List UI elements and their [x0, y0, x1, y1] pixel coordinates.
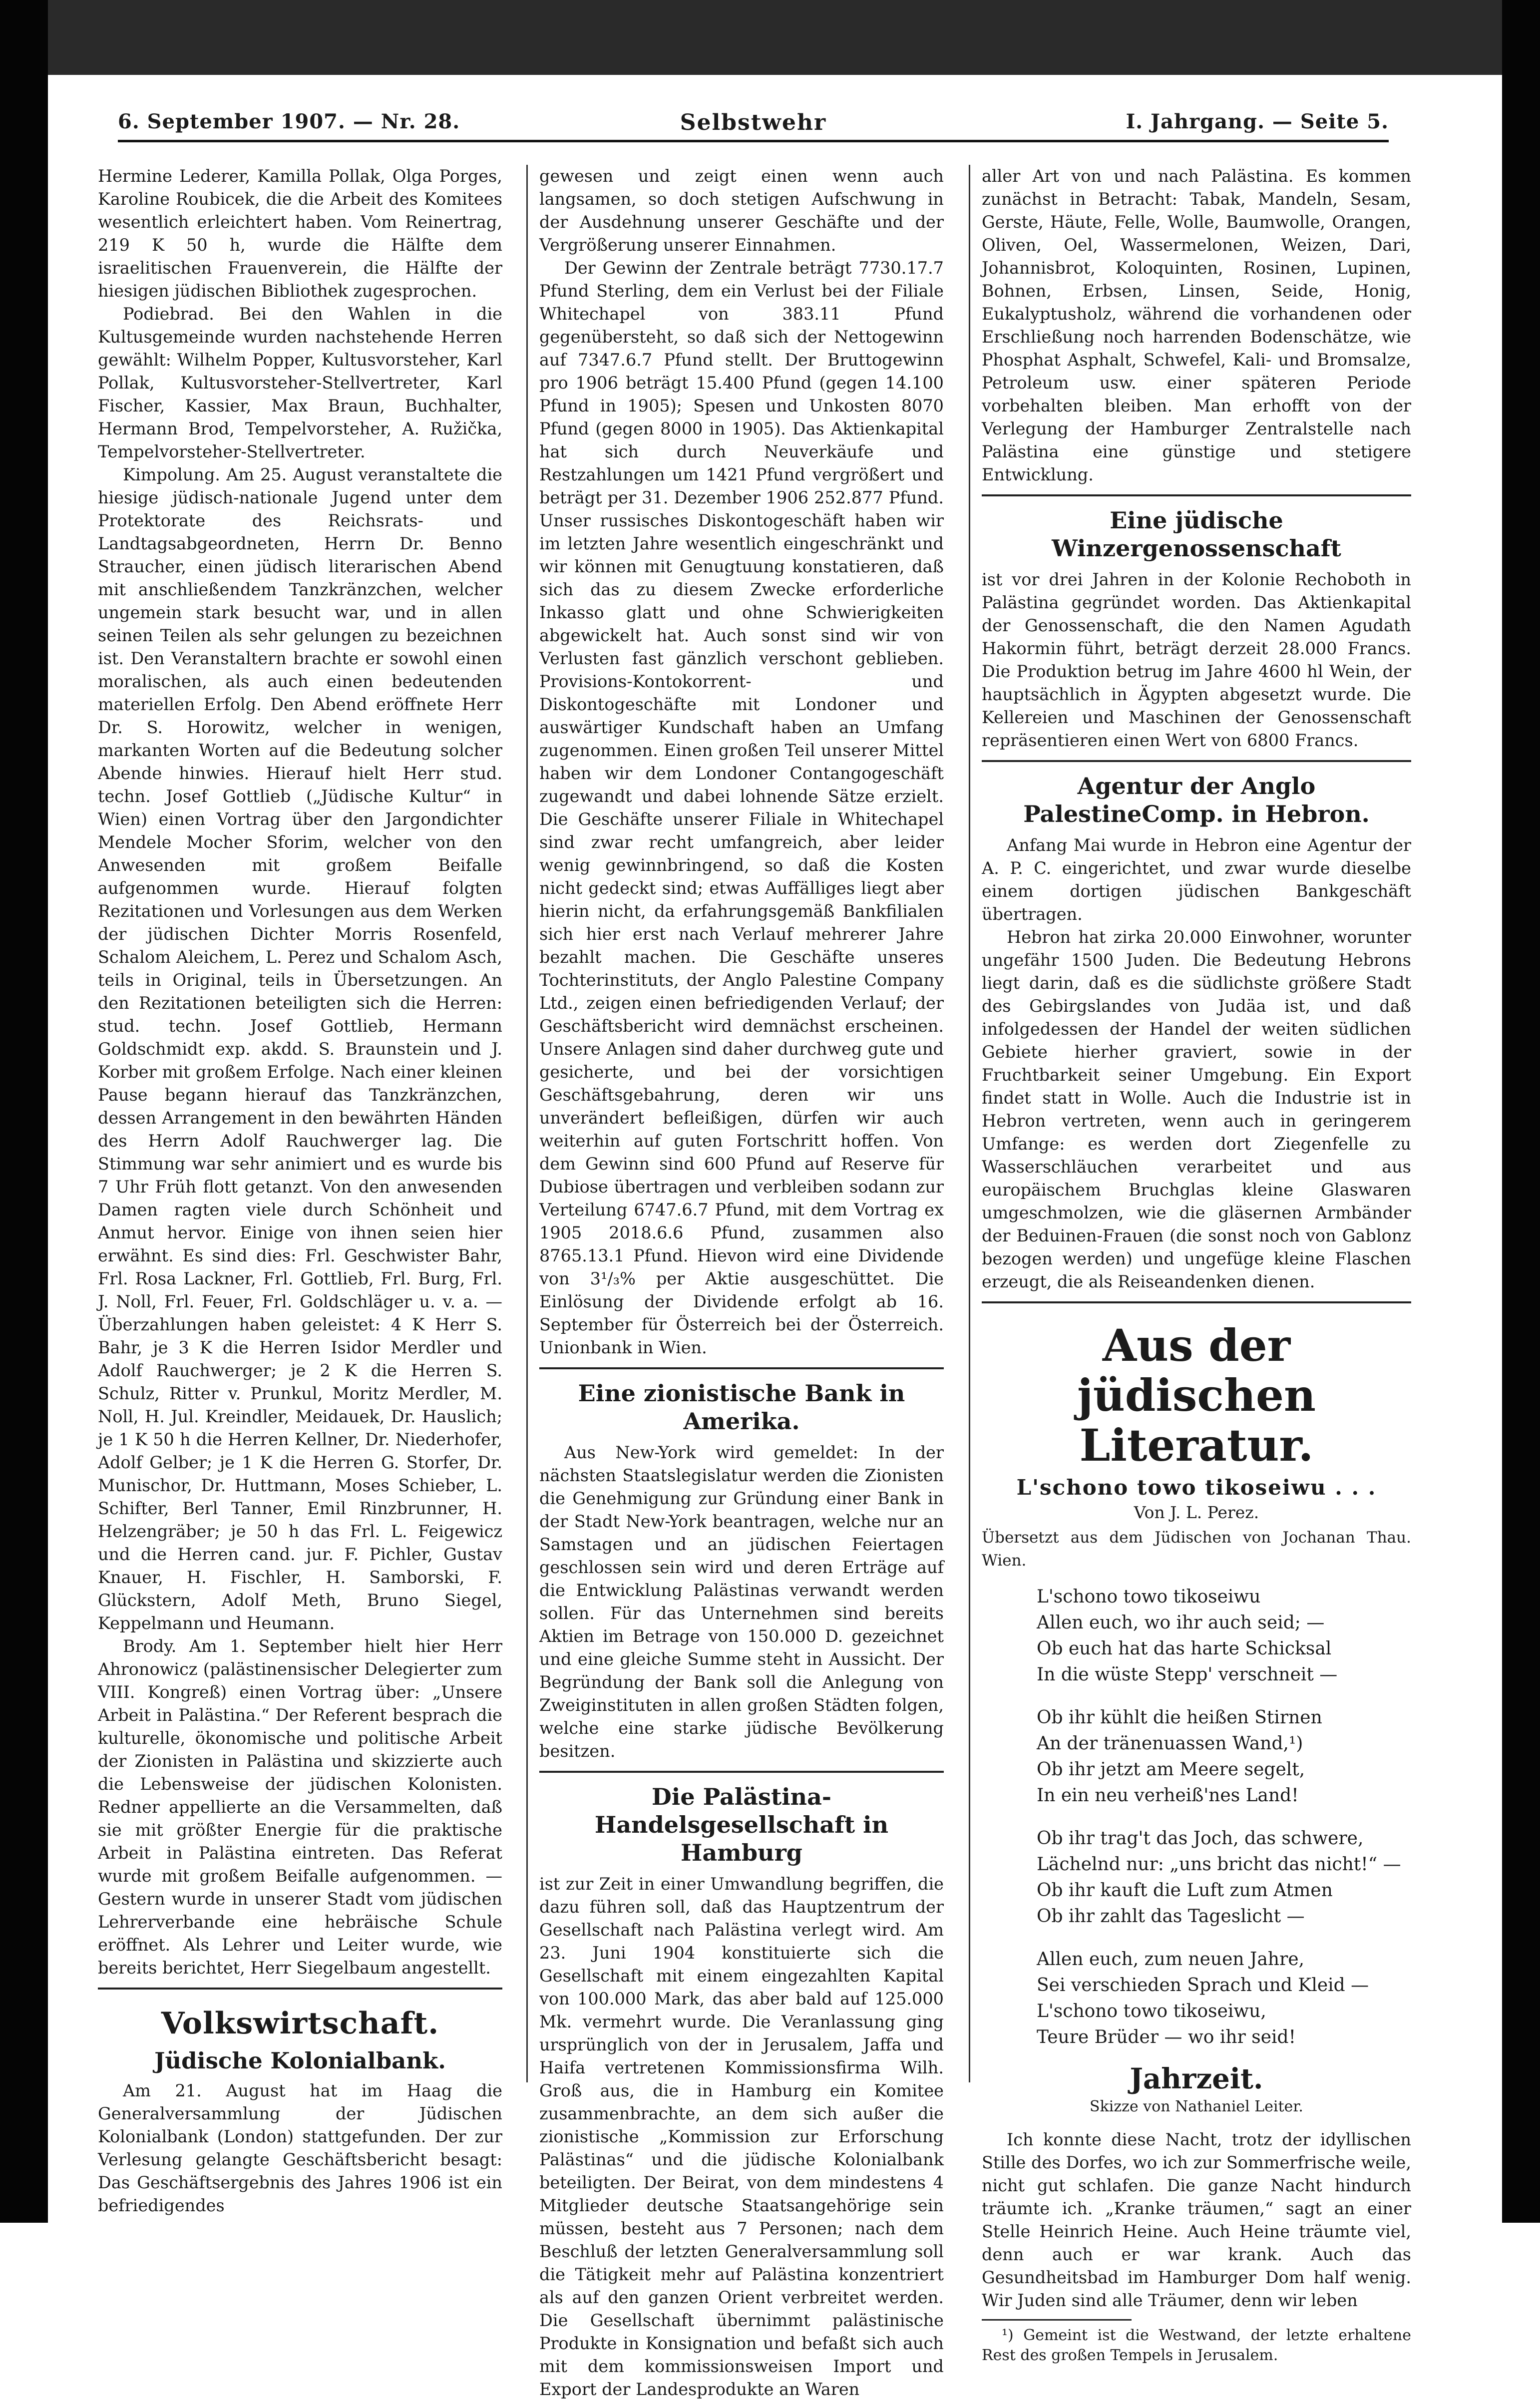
- poem-title: L'schono towo tikoseiwu . . .: [1016, 1475, 1377, 1500]
- section-heading-volkswirtschaft: Volkswirtschaft.: [161, 2006, 439, 2041]
- article-text: gewesen und zeigt einen wenn auch langsamen, so doch stetigen Aufschwung in der Ausdehnung unserer Geschäfte und der Vergrößerung unserer Einnahmen.: [539, 166, 944, 255]
- scan-border-right: [1502, 0, 1540, 2223]
- header-volume-page: I. Jahrgang. — Seite 5.: [1126, 110, 1389, 133]
- poem-line: An der tränenuassen Wand,¹): [1037, 1733, 1303, 1754]
- column-divider-2: [969, 165, 970, 2082]
- article-kolonialbank: Am 21. August hat im Haag die Generalversammlung der Jüdischen Kolonialbank (London) stattgefunden. Der zur Verlesung gelangte Geschäftsbericht besagt: Das Geschäftsergebnis des Jahres 1906 ist ein befriedigendes: [98, 2081, 502, 2215]
- footnote: ¹) Gemeint ist die Westwand, der letzte erhaltene Rest des großen Tempels in Jerusalem.: [982, 2327, 1411, 2364]
- poem-line: Ob ihr kühlt die heißen Stirnen: [1037, 1707, 1322, 1728]
- header-date-issue: 6. September 1907. — Nr. 28.: [118, 110, 460, 133]
- poem-stanza: [1037, 1705, 1411, 1809]
- poem-line: Ob ihr trag't das Joch, das schwere,: [1037, 1828, 1364, 1849]
- poem-line: In ein neu verheiß'nes Land!: [1037, 1785, 1299, 1806]
- article-heading-agentur: Agentur der Anglo PalestineComp. in Hebron.: [1023, 773, 1370, 827]
- section-heading-literatur: Aus der jüdischen Literatur.: [1077, 1319, 1316, 1471]
- article-text: Hermine Lederer, Kamilla Pollak, Olga Porges, Karoline Roubicek, die die Arbeit des Komitees wesentlich erleichtert haben. Vom Reinertrag, 219 K 50 h, wurde die Hälfte dem israelitischen Frauenverein, die Hälfte der hiesigen jüdischen Bibliothek zugesprochen.: [98, 166, 502, 301]
- article-heading-zionist-bank: Eine zionistische Bank in Amerika.: [578, 1380, 905, 1435]
- article-hebron: Hebron hat zirka 20.000 Einwohner, worunter ungefähr 1500 Juden. Die Bedeutung Hebrons liegt darin, daß es die südlichste größere Stadt des Gebirgslandes von Judäa ist, und daß infolgedessen der Handel der weiten südlichen Gebiete hierher graviert, sowie in der Fruchtbarkeit seiner Umgebung. Ein Export findet statt in Wolle. Auch die Industrie ist in Hebron vertreten, wenn auch in geringerem Umfange: es werden dort Ziegenfelle zu Wasserschläuchen verarbeitet und aus europäischem Bruchglas kleine Glaswaren umgeschmolzen, wie die gläsernen Armbänder der Beduinen-Frauen (die sonst noch von Gablonz bezogen werden) und ungefüge kleine Flaschen erzeugt, die als Reiseandenken dienen.: [982, 927, 1411, 1291]
- footnote-rule: [982, 2319, 1132, 2321]
- article-agentur: Anfang Mai wurde in Hebron eine Agentur der A. P. C. eingerichtet, und zwar wurde dieselbe einem dortigen jüdischen Bankgeschäft übertragen.: [982, 835, 1411, 924]
- article-text: aller Art von und nach Palästina. Es kommen zunächst in Betracht: Tabak, Mandeln, Sesam, Gerste, Häute, Felle, Wolle, Baumwolle, Orangen, Oliven, Oel, Wassermelonen, Weizen, Dari, Johannisbrot, Koloquinten, Rosinen, Lupinen, Bohnen, Erbsen, Linsen, Seide, Honig, Eukalyptusholz, während die vorhandenen oder Erschließung noch harrenden Bodenschätze, wie Phosphat Asphalt, Schwefel, Kali- und Bromsalze, Petroleum usw. einer späteren Periode vorbehalten bleiben. Man erhofft von der Verlegung der Hamburger Zentralstelle nach Palästina eine günstige und stetigere Entwicklung.: [982, 166, 1411, 484]
- article-kimpolung: Kimpolung. Am 25. August veranstaltete die hiesige jüdisch-nationale Jugend unter dem Protektorate des Reichsrats- und Landtagsabgeordneten, Herrn Dr. Benno Straucher, einen jüdisch literarischen Abend mit anschließendem Tanzkränzchen, welcher ungemein stark besucht war, und in allen seinen Teilen als sehr gelungen zu bezeichnen ist. Den Veranstaltern brachte er sowohl einen moralischen, als auch einen bedeutenden materiellen Erfolg. Den Abend eröffnete Herr Dr. S. Horowitz, welcher in wenigen, markanten Worten auf die Bedeutung solcher Abende hinwies. Hierauf hielt Herr stud. techn. Josef Gottlieb („Jüdische Kultur“ in Wien) einen Vortrag über den Jargondichter Mendele Mocher Sforim, welcher von den Anwesenden mit großem Beifalle aufgenommen wurde. Hierauf folgten Rezitationen und Vorlesungen aus dem Werken der jüdischen Dichter Morris Rosenfeld, Schalom Aleichem, L. Perez und Schalom Asch, teils in Original, teils in Übersetzungen. An den Rezitationen beteiligten sich die Herren: stud. techn. Josef Gottlieb, Hermann Goldschmidt exp. akdd. S. Braunstein und J. Korber mit großem Erfolge. Nach einer kleinen Pause begann hierauf das Tanzkränzchen, dessen Arrangement in den bewährten Händen des Herrn Adolf Rauchwerger lag. Die Stimmung war sehr animiert und es wurde bis 7 Uhr Früh flott getanzt. Von den anwesenden Damen ragten viele durch Schönheit und Anmut hervor. Einige von ihnen seien hier erwähnt. Es sind dies: Frl. Geschwister Bahr, Frl. Rosa Lackner, Frl. Gottlieb, Frl. Burg, Frl. J. Noll, Frl. Feuer, Frl. Goldschläger u. v. a. — Überzahlungen haben geleistet: 4 K Herr S. Bahr, je 3 K die Herren Isidor Merdler und Adolf Rauchwerger; je 2 K die Herren S. Schulz, Ritter v. Prunkul, Moritz Merdler, M. Noll, H. Jul. Kreindler, Meidauek, Dr. Hauslich; je 1 K 50 h die Herren Kellner, Dr. Niederhofer, Adolf Gelber; je 1 K die Herren G. Storfer, Dr. Munischor, Dr. Huttmann, Moses Schieber, L. Schifter, Berl Tanner, Emil Rinzbrunner, H. Helzengräber; je 50 h das Frl. L. Feigewicz und die Herren cand. jur. F. Pichler, Gustav Knauer, H. Fischler, H. Samborski, F. Glückstern, Adolf Meth, Bruno Siegel, Keppelmann und Heumann.: [98, 465, 502, 1633]
- story-author: Skizze von Nathaniel Leiter.: [1090, 2098, 1303, 2115]
- poem-line: Teure Brüder — wo ihr seid!: [1037, 2027, 1296, 2047]
- poem-line: Allen euch, wo ihr auch seid; —: [1037, 1612, 1325, 1633]
- poem-line: L'schono towo tikoseiwu,: [1037, 2001, 1266, 2021]
- article-brody: Brody. Am 1. September hielt hier Herr Ahronowicz (palästinensischer Delegierter zum VIII. Kongreß) einen Vortrag über: „Unsere Arbeit in Palästina.“ Der Referent besprach die kulturelle, ökonomische und politische Arbeit der Zionisten in Palästina und skizzierte auch die Lebensweise der jüdischen Kolonisten. Redner appellierte an die Versammelten, daß sie mit größter Energie für die praktische Arbeit in Palästina eintreten. Das Referat wurde mit großem Beifalle aufgenommen. — Gestern wurde in unserer Stadt vom jüdischen Lehrerverbande eine hebräische Schule eröffnet. Als Lehrer und Leiter wurde, wie bereits berichtet, Herr Siegelbaum angestellt.: [98, 1636, 502, 1978]
- scan-border-top: [48, 0, 1502, 75]
- article-text: Der Gewinn der Zentrale beträgt 7730.17.7 Pfund Sterling, dem ein Verlust bei der Filiale Whitechapel von 383.11 Pfund gegenübersteht, so daß sich der Nettogewinn auf 7347.6.7 Pfund stellt. Der Bruttogewinn pro 1906 beträgt 15.400 Pfund (gegen 14.100 Pfund in 1905); Spesen und Unkosten 8070 Pfund (gegen 8000 in 1905). Das Aktienkapital hat sich durch Neuverkäufe und Restzahlungen um 1421 Pfund vergrößert und beträgt per 31. Dezember 1906 252.877 Pfund. Unser russisches Diskontogeschäft haben wir im letzten Jahre wesentlich eingeschränkt und wir können mit Genugtuung konstatieren, daß sich das zu diesem Zwecke erforderliche Inkasso glatt und ohne Schwierigkeiten abgewickelt hat. Auch sonst sind wir von Verlusten fast gänzlich verschont geblieben. Provisions-Kontokorrent- und Diskontogeschäfte mit Londoner und auswärtiger Kundschaft haben an Umfang zugenommen. Einen großen Teil unserer Mittel haben wir dem Londoner Contangogeschäft zugewandt und dabei lohnende Sätze erzielt. Die Geschäfte unserer Filiale in Whitechapel sind zwar recht umfangreich, aber leider wenig gewinnbringend, so daß die Kosten nicht gedeckt sind; etwas Auffälliges liegt aber hierin nicht, da erfahrungsgemäß Bankfilialen sich hier erst nach Verlauf mehrerer Jahre bezahlt machen. Die Geschäfte unseres Tochterinstituts, der Anglo Palestine Company Ltd., zeigen einen befriedigenden Verlauf; der Geschäftsbericht wird demnächst erscheinen. Unsere Anlagen sind daher durchweg gute und gesicherte, und bei der vorsichtigen Geschäftsgebahrung, deren wir uns unverändert befleißigen, dürfen wir auch weiterhin auf guten Fortschritt hoffen. Von dem Gewinn sind 600 Pfund auf Reserve für Dubiose übertragen und verbleiben sodann zur Verteilung 6747.6.7 Pfund, mit dem Vortrag ex 1905 2018.6.6 Pfund, zusammen also 8765.13.1 Pfund. Hievon wird eine Dividende von 3¹/₃% per Aktie ausgeschüttet. Die Einlösung der Dividende erfolgt ab 16. September für Österreich bei der Österreich. Unionbank in Wien.: [539, 258, 944, 1357]
- poem-line: Sei verschieden Sprach und Kleid —: [1037, 1975, 1369, 1996]
- column-divider-1: [526, 165, 528, 2082]
- article-heading-hamburg: Die Palästina-Handelsgesellschaft in Hamburg: [594, 1783, 889, 1866]
- poem-line: Ob ihr zahlt das Tageslicht —: [1037, 1906, 1305, 1927]
- article-winzer: ist vor drei Jahren in der Kolonie Rechoboth in Palästina gegründet worden. Das Aktienkapital der Genossenschaft, die den Namen Agudath Hakormin führt, beträgt derzeit 28.000 Francs. Die Produktion betrug im Jahre 4600 hl Wein, der hauptsächlich in Ägypten abgesetzt wurde. Die Kellereien und Maschinen der Genossenschaft repräsentieren einen Wert von 6800 Francs.: [982, 570, 1411, 750]
- section-rule: [982, 494, 1411, 496]
- article-heading-winzer: Eine jüdische Winzergenossenschaft: [1052, 507, 1341, 562]
- section-rule: [98, 1988, 502, 1990]
- poem-translator: Übersetzt aus dem Jüdischen von Jochanan Thau. Wien.: [982, 1529, 1411, 1570]
- poem-line: Lächelnd nur: „uns bricht das nicht!“ —: [1037, 1854, 1401, 1875]
- poem-line: Ob ihr jetzt am Meere segelt,: [1037, 1759, 1305, 1780]
- story-title: Jahrzeit.: [1130, 2062, 1263, 2095]
- section-rule: [982, 1301, 1411, 1303]
- section-rule: [982, 760, 1411, 762]
- scan-border-left: [0, 0, 48, 2223]
- poem-line: L'schono towo tikoseiwu: [1037, 1587, 1261, 1607]
- header-masthead: Selbstwehr: [680, 110, 827, 135]
- poem-line: Ob ihr kauft die Luft zum Atmen: [1037, 1880, 1333, 1901]
- article-hamburg: ist zur Zeit in einer Umwandlung begriffen, die dazu führen soll, daß das Hauptzentrum der Gesellschaft nach Palästina verlegt wird. Am 23. Juni 1904 konstituierte sich die Gesellschaft mit einem eingezahlten Kapital von 100.000 Mark, das aber bald auf 125.000 Mk. vermehrt wurde. Die Veranlassung ging ursprünglich von der in Jerusalem, Jaffa und Haifa vertretenen Kommissionsfirma Wilh. Groß aus, die in Hamburg ein Komitee zusammenbrachte, an dem sich außer die zionistische „Kommission zur Erforschung Palästinas“ und die jüdische Kolonialbank beteiligten. Der Beirat, von dem mindestens 4 Mitglieder deutsche Staatsangehörige sein müssen, besteht aus 7 Personen; nach dem Beschluß der letzten Generalversammlung soll die Tätigkeit mehr auf Palästina konzentriert als auf den ganzen Orient verbreitet werden. Die Gesellschaft übernimmt palästinische Produkte in Konsignation und befaßt sich auch mit dem kommissionsweisen Import und Export der Landesprodukte an Waren: [539, 1874, 944, 2399]
- page-header: [118, 110, 1389, 140]
- article-zionist-bank: Aus New-York wird gemeldet: In der nächsten Staatslegislatur werden die Zionisten die Genehmigung zur Gründung einer Bank in der Stadt New-York beantragen, welche nur an Samstagen und an jüdischen Feiertagen geschlossen sein wird und deren Erträge auf die Entwicklung Palästinas verwandt werden sollen. Für das Unternehmen sind bereits Aktien im Betrage von 150.000 D. gezeichnet und eine gleiche Summe steht in Aussicht. Der Begründung der Bank soll die Anlegung von Zweiginstituten in allen großen Städten folgen, welche eine starke jüdische Bevölkerung besitzen.: [539, 1443, 944, 1761]
- story-text: Ich konnte diese Nacht, trotz der idyllischen Stille des Dorfes, wo ich zur Sommerfrische weile, nicht gut schlafen. Die ganze Nacht hindurch träumte ich. „Kranke träumen,“ sagt an einer Stelle Heinrich Heine. Auch Heine träumte viel, denn auch er war krank. Auch das Gesundheitsbad im Hamburger Dom half wenig. Wir Juden sind alle Träumer, denn wir leben: [982, 2130, 1411, 2310]
- article-heading-kolonialbank: Jüdische Kolonialbank.: [154, 2047, 446, 2074]
- article-podiebrad: Podiebrad. Bei den Wahlen in die Kultusgemeinde wurden nachstehende Herren gewählt: Wilhelm Popper, Kultusvorsteher, Karl Pollak, Kultusvorsteher-Stellvertreter, Karl Fischer, Kassier, Max Braun, Buchhalter, Hermann Brod, Tempelvorsteher, A. Ružička, Tempelvorsteher-Stellvertreter.: [98, 304, 502, 461]
- poem-stanza: [1037, 1947, 1411, 2050]
- column-2: [539, 165, 944, 2401]
- poem-line: In die wüste Stepp' verschneit —: [1037, 1664, 1338, 1685]
- section-rule: [539, 1367, 944, 1369]
- header-rule: [118, 140, 1389, 142]
- poem-stanza: [1037, 1826, 1411, 1930]
- poem-stanza: [1037, 1584, 1411, 1688]
- section-rule: [539, 1771, 944, 1773]
- poem-author: Von J. L. Perez.: [1134, 1503, 1259, 1522]
- column-1: [98, 165, 502, 2217]
- poem-line: Allen euch, zum neuen Jahre,: [1037, 1949, 1305, 1970]
- column-3: [982, 165, 1411, 2366]
- poem-line: Ob euch hat das harte Schicksal: [1037, 1638, 1332, 1659]
